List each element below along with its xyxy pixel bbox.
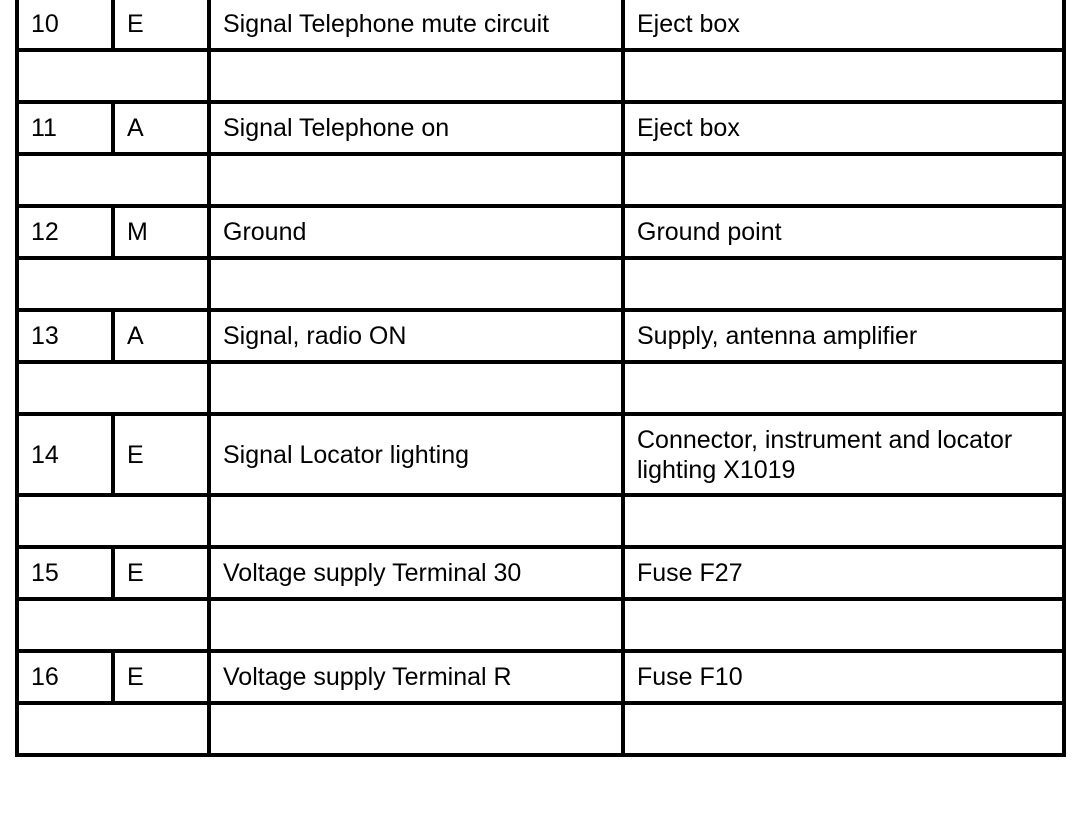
empty-cell <box>17 154 209 206</box>
empty-cell <box>209 50 623 102</box>
signal-cell: Voltage supply Terminal 30 <box>209 547 623 599</box>
empty-cell <box>17 495 209 547</box>
table-row <box>17 414 1064 495</box>
table-row <box>17 206 1064 258</box>
table-row <box>17 0 1064 50</box>
empty-cell <box>209 154 623 206</box>
destination-cell: Ground point <box>623 206 1064 258</box>
signal-cell: Signal Telephone on <box>209 102 623 154</box>
empty-cell <box>17 50 209 102</box>
signal-cell: Ground <box>209 206 623 258</box>
destination-cell: Connector, instrument and locator lighting X1019 <box>623 414 1064 495</box>
pin-cell: 11 <box>17 102 113 154</box>
type-cell: E <box>113 651 209 703</box>
empty-cell <box>623 50 1064 102</box>
pin-cell: 10 <box>17 0 113 50</box>
destination-cell: Fuse F27 <box>623 547 1064 599</box>
table-row <box>17 547 1064 599</box>
empty-cell <box>17 703 209 755</box>
empty-cell <box>623 495 1064 547</box>
empty-cell <box>17 258 209 310</box>
empty-cell <box>209 258 623 310</box>
empty-cell <box>209 599 623 651</box>
spacer-row <box>17 258 1064 310</box>
signal-cell: Signal Locator lighting <box>209 414 623 495</box>
spacer-row <box>17 703 1064 755</box>
empty-cell <box>623 258 1064 310</box>
pin-cell: 16 <box>17 651 113 703</box>
empty-cell <box>623 599 1064 651</box>
table-row <box>17 310 1064 362</box>
signal-cell: Signal, radio ON <box>209 310 623 362</box>
empty-cell <box>209 495 623 547</box>
empty-cell <box>209 703 623 755</box>
type-cell: A <box>113 102 209 154</box>
pin-cell: 13 <box>17 310 113 362</box>
signal-cell: Signal Telephone mute circuit <box>209 0 623 50</box>
type-cell: E <box>113 414 209 495</box>
destination-cell: Eject box <box>623 102 1064 154</box>
spacer-row <box>17 362 1064 414</box>
empty-cell <box>17 362 209 414</box>
table-row <box>17 651 1064 703</box>
destination-cell: Fuse F10 <box>623 651 1064 703</box>
type-cell: A <box>113 310 209 362</box>
spacer-row <box>17 495 1064 547</box>
empty-cell <box>623 154 1064 206</box>
pin-cell: 14 <box>17 414 113 495</box>
pin-assignment-table <box>15 0 1066 757</box>
empty-cell <box>17 599 209 651</box>
pin-cell: 15 <box>17 547 113 599</box>
type-cell: M <box>113 206 209 258</box>
destination-cell: Supply, antenna amplifier <box>623 310 1064 362</box>
spacer-row <box>17 599 1064 651</box>
signal-cell: Voltage supply Terminal R <box>209 651 623 703</box>
type-cell: E <box>113 547 209 599</box>
empty-cell <box>623 362 1064 414</box>
spacer-row <box>17 154 1064 206</box>
spacer-row <box>17 50 1064 102</box>
empty-cell <box>209 362 623 414</box>
empty-cell <box>623 703 1064 755</box>
table-row <box>17 102 1064 154</box>
destination-cell: Eject box <box>623 0 1064 50</box>
pin-cell: 12 <box>17 206 113 258</box>
type-cell: E <box>113 0 209 50</box>
